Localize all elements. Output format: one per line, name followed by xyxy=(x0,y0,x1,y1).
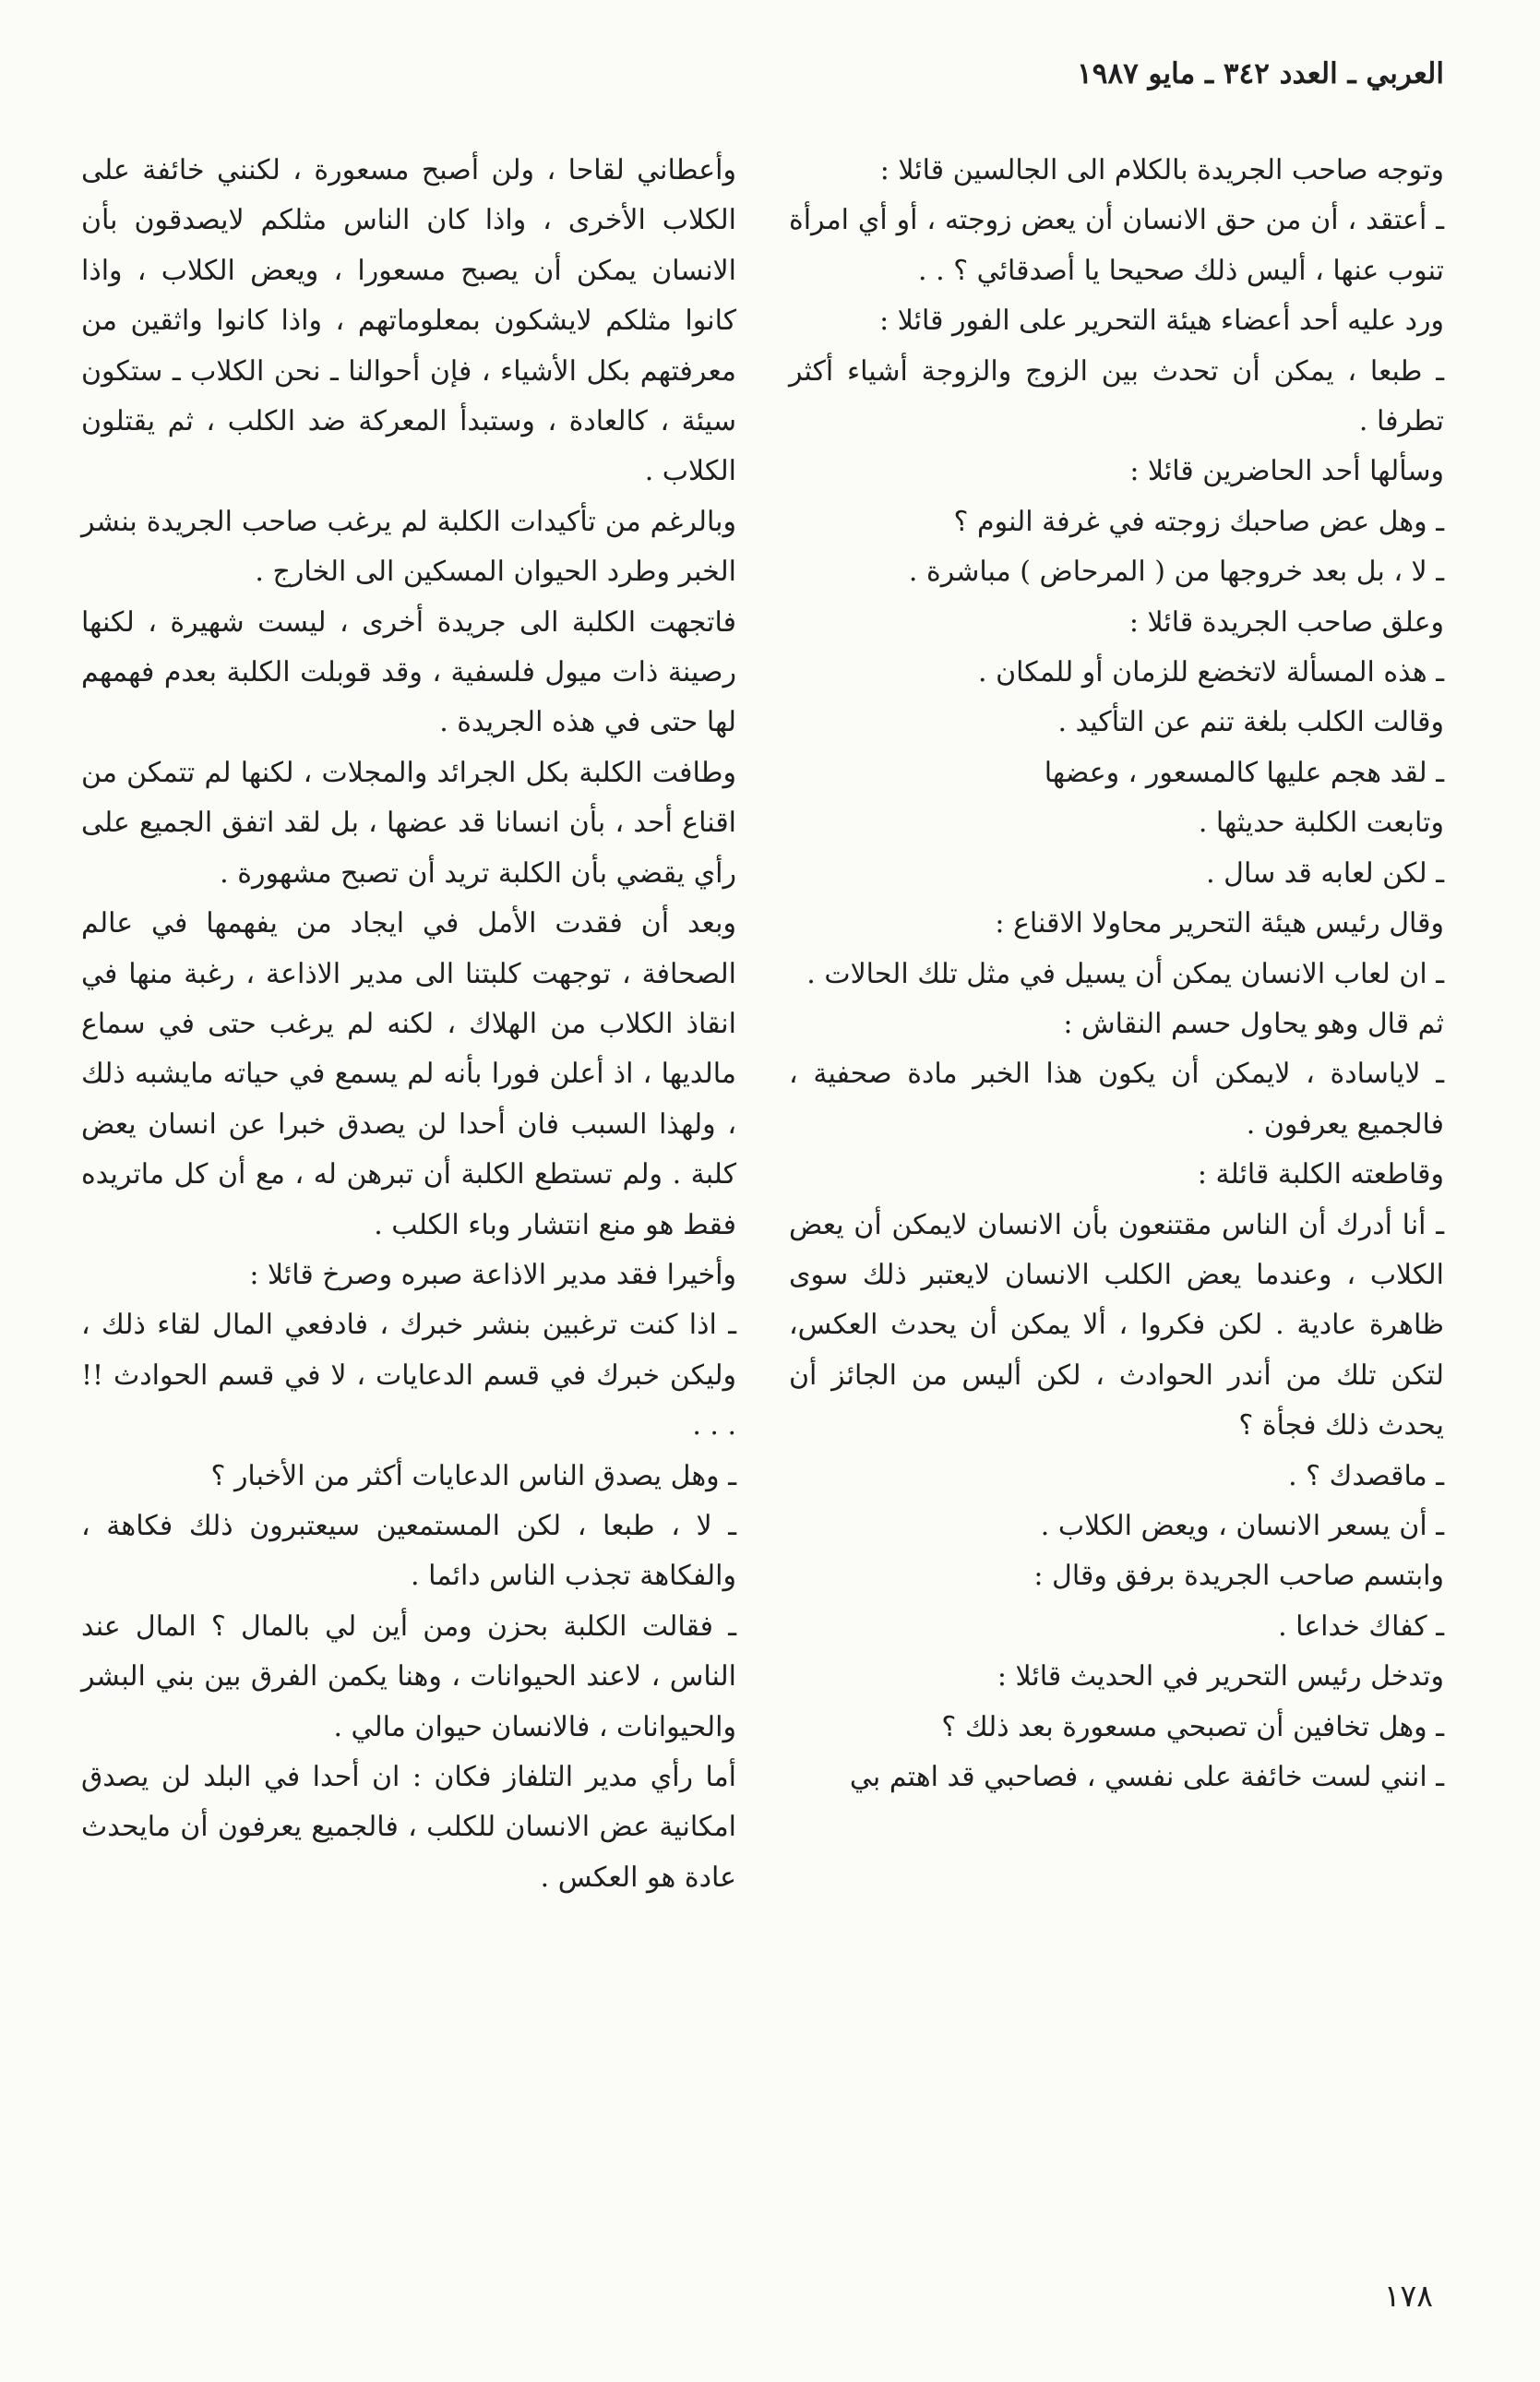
paragraph: وقاطعته الكلبة قائلة : xyxy=(1197,1158,1444,1191)
paragraph: وقال رئيس هيئة التحرير محاولا الاقناع : xyxy=(995,907,1444,940)
page-header: العربي ـ العدد ٣٤٢ ـ مايو ١٩٨٧ xyxy=(1077,57,1444,90)
paragraph: ـ لاياسادة ، لايمكن أن يكون هذا الخبر مادة صحفية ، فالجميع يعرفون . xyxy=(789,1058,1444,1141)
paragraph: فاتجهت الكلبة الى جريدة أخرى ، ليست شهيرة ، لكنها رصينة ذات ميول فلسفية ، وقد قوبلت الكلبة بعدم فهمهم لها حتى في هذه الجريدة . xyxy=(81,605,736,739)
paragraph: وتوجه صاحب الجريدة بالكلام الى الجالسين قائلا : xyxy=(879,154,1444,186)
paragraph: ـ وهل تخافين أن تصبحي مسعورة بعد ذلك ؟ xyxy=(941,1710,1444,1743)
paragraph: ـ لقد هجم عليها كالمسعور ، وعضها xyxy=(1044,756,1444,789)
paragraph: ـ وهل عض صاحبك زوجته في غرفة النوم ؟ xyxy=(953,505,1444,538)
paragraph: ـ اذا كنت ترغبين بنشر خبرك ، فادفعي المال لقاء ذلك ، وليكن خبرك في قسم الدعايات ، لا في قسم الحوادث !! . . . xyxy=(81,1309,736,1442)
page-number: ١٧٨ xyxy=(1383,2278,1433,2314)
paragraph: ـ لا ، بل بعد خروجها من ( المرحاض ) مباشرة . xyxy=(908,556,1444,589)
paragraph: ـ كفاك خداعا . xyxy=(1278,1610,1444,1643)
paragraph: وتدخل رئيس التحرير في الحديث قائلا : xyxy=(997,1660,1444,1694)
paragraph: ـ انني لست خائفة على نفسي ، فصاحبي قد اهتم بي xyxy=(849,1761,1444,1793)
paragraph: وقالت الكلب بلغة تنم عن التأكيد . xyxy=(1057,706,1444,739)
paragraph: ورد عليه أحد أعضاء هيئة التحرير على الفور قائلا : xyxy=(879,305,1444,338)
paragraph: ـ أعتقد ، أن من حق الانسان أن يعض زوجته ، أو أي امرأة تنوب عنها ، أليس ذلك صحيحا يا أصدقائي ؟ . . xyxy=(789,204,1444,287)
paragraph: ـ فقالت الكلبة بحزن ومن أين لي بالمال ؟ المال عند الناس ، لاعند الحيوانات ، وهنا يكمن الفرق بين بني البشر والحيوانات ، فالانسان حيوان مالي . xyxy=(81,1610,736,1743)
paragraph: ـ أنا أدرك أن الناس مقتنعون بأن الانسان لايمكن أن يعض الكلاب ، وعندما يعض الكلب الانسان لايعتبر ذلك سوى ظاهرة عادية . لكن فكروا ، ألا يمكن أن يحدث العكس، لتكن تلك من أندر الحوادث ، لكن أليس من الجائز أن يحدث ذلك فجأة ؟ xyxy=(789,1208,1444,1442)
paragraph: ـ وهل يصدق الناس الدعايات أكثر من الأخبار ؟ xyxy=(210,1459,736,1492)
paragraph: وتابعت الكلبة حديثها . xyxy=(1198,807,1444,840)
paragraph: ـ لكن لعابه قد سال . xyxy=(1206,856,1444,890)
paragraph: ـ ماقصدك ؟ . xyxy=(1288,1459,1444,1492)
paragraph: ـ طبعا ، يمكن أن تحدث بين الزوج والزوجة أشياء أكثر تطرفا . xyxy=(789,354,1444,438)
paragraph: وابتسم صاحب الجريدة برفق وقال : xyxy=(1033,1560,1444,1593)
paragraph: وأخيرا فقد مدير الاذاعة صبره وصرخ قائلا : xyxy=(249,1258,736,1291)
paragraph: ثم قال وهو يحاول حسم النقاش : xyxy=(1063,1007,1444,1040)
paragraph: ـ ان لعاب الانسان يمكن أن يسيل في مثل تلك الحالات . xyxy=(806,957,1444,990)
paragraph: وبعد أن فقدت الأمل في ايجاد من يفهمها في عالم الصحافة ، توجهت كلبتنا الى مدير الاذاعة ، رغبة منها في انقاذ الكلاب من الهلاك ، لكنه لم يرغب حتى في سماع مالديها ، اذ أعلن فورا بأنه لم يسمع في حياته مايشبه ذلك ، ولهذا السبب فان أحدا لن يصدق خبرا عن انسان يعض كلبة . ولم تستطع الكلبة أن تبرهن له ، مع أن كل ماتريده فقط هو منع انتشار وباء الكلب . xyxy=(81,907,736,1241)
paragraph: ـ لا ، طبعا ، لكن المستمعين سيعتبرون ذلك فكاهة ، والفكاهة تجذب الناس دائما . xyxy=(81,1509,736,1593)
paragraph: وسألها أحد الحاضرين قائلا : xyxy=(1129,455,1444,488)
paragraph: وأعطاني لقاحا ، ولن أصبح مسعورة ، لكنني خائفة على الكلاب الأخرى ، واذا كان الناس مثلكم لايصدقون بأن الانسان يمكن أن يصبح مسعورا ، ويعض الكلاب ، واذا كانوا مثلكم لايشكون بمعلوماتهم ، واذا كانوا واثقين من معرفتهم بكل الأشياء ، فإن أحوالنا ـ نحن الكلاب ـ ستكون سيئة ، كالعادة ، وستبدأ المعركة ضد الكلب ، ثم يقتلون الكلاب . xyxy=(81,154,736,488)
paragraph: وطافت الكلبة بكل الجرائد والمجلات ، لكنها لم تتمكن من اقناع أحد ، بأن انسانا قد عضها ، بل لقد اتفق الجميع على رأي يقضي بأن الكلبة تريد أن تصبح مشهورة . xyxy=(81,756,736,890)
paragraph: وبالرغم من تأكيدات الكلبة لم يرغب صاحب الجريدة بنشر الخبر وطرد الحيوان المسكين الى الخارج . xyxy=(81,505,736,589)
paragraph: ـ هذه المسألة لاتخضع للزمان أو للمكان . xyxy=(978,656,1444,689)
paragraph: ـ أن يسعر الانسان ، ويعض الكلاب . xyxy=(1040,1509,1444,1542)
paragraph: أما رأي مدير التلفاز فكان : ان أحدا في البلد لن يصدق امكانية عض الانسان للكلب ، فالجميع يعرفون أن مايحدث عادة هو العكس . xyxy=(81,1761,736,1894)
paragraph: وعلق صاحب الجريدة قائلا : xyxy=(1128,605,1444,639)
column-left xyxy=(81,146,736,1903)
column-right xyxy=(789,146,1444,1802)
